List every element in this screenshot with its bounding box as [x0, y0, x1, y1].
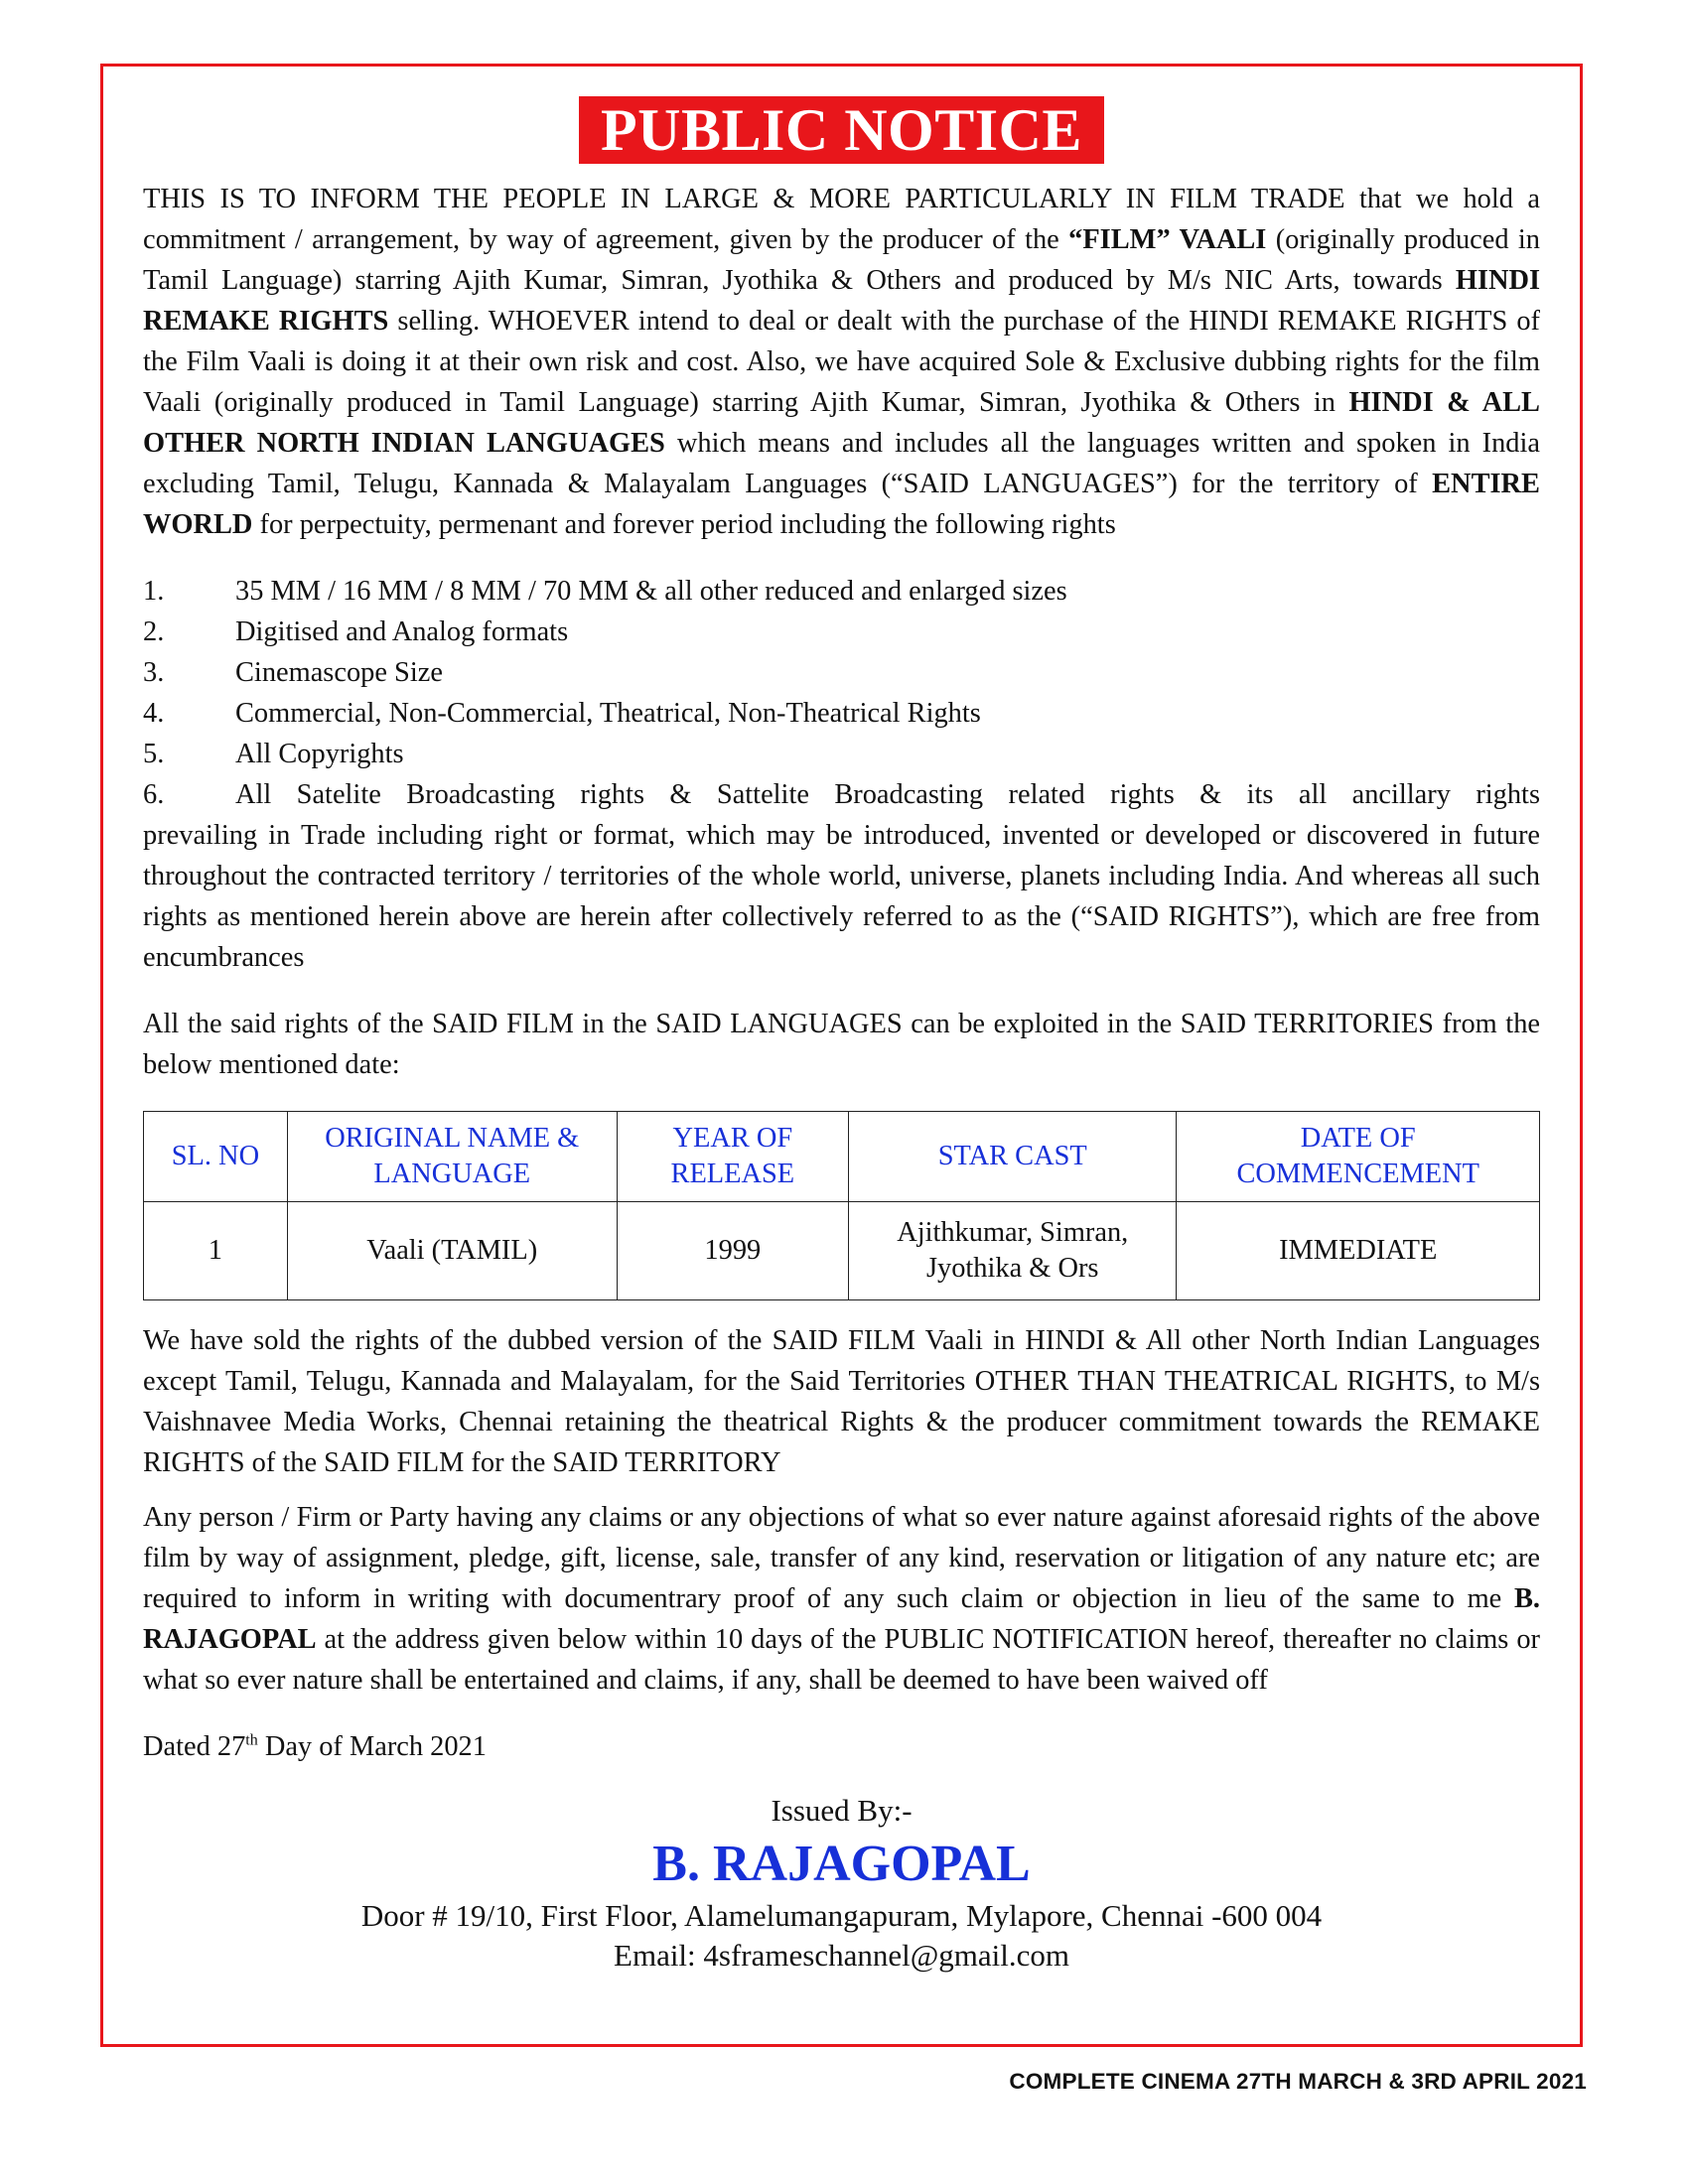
dated-sup: th [245, 1731, 258, 1749]
notice-title: PUBLIC NOTICE [579, 96, 1104, 164]
film-table [143, 1111, 1540, 1300]
all-rights-paragraph: All the said rights of the SAID FILM in the SAID LANGUAGES can be exploited in the SAID TERRITORIES from the below mentioned date: [143, 1009, 1540, 1080]
list-item [143, 693, 1540, 734]
header-date: DATE OF COMMENCEMENT [1177, 1112, 1540, 1202]
list-number: 6. [143, 779, 165, 810]
list-number: 1. [143, 576, 165, 607]
rights-list [143, 571, 1540, 978]
list-number: 4. [143, 698, 165, 729]
list-text: All Satelite Broadcasting rights & Sattelite Broadcasting related rights & its all ancillary rights [235, 779, 1540, 810]
table-row [144, 1202, 1540, 1300]
intro-text: selling. WHOEVER intend to deal or dealt with the purchase of the HINDI REMAKE RIGHTS of the Film Vaali is doing it at their own risk and cost. Also, we have acquired Sole & Exclusive dubbing rights for the film Vaali (originally produced in Tamil Language) starring Ajith Kumar, Simran, Jyothika & Others in [143, 306, 1540, 418]
right6-continuation: prevailing in Trade including right or format, which may be introduced, invented or developed or discovered in future throughout the contracted territory / territories of the whole world, universe, planets including India. And whereas all such rights as mentioned herein above are herein after collectively referred to as the (“SAID RIGHTS”), which are free from encumbrances [143, 820, 1540, 973]
claims-bold-name: B. RAJAGOPAL [143, 1583, 1540, 1655]
cell-sl-no: 1 [144, 1202, 288, 1300]
intro-bold-remake: HINDI REMAKE RIGHTS [143, 265, 1540, 337]
list-text: 35 MM / 16 MM / 8 MM / 70 MM & all other reduced and enlarged sizes [235, 576, 1067, 607]
claims-paragraph [143, 1497, 1540, 1701]
sold-paragraph: We have sold the rights of the dubbed version of the SAID FILM Vaali in HINDI & All other North Indian Languages except Tamil, Telugu, Kannada and Malayalam, for the Said Territories OTHER THAN THEATRICAL RIGHTS, to M/s Vaishnavee Media Works, Chennai retaining the theatrical Rights & the producer commitment towards the REMAKE RIGHTS of the SAID FILM for the SAID TERRITORY [143, 1325, 1540, 1478]
list-item [143, 652, 1540, 693]
notice-body [143, 179, 1540, 1976]
issuer-email: Email: 4sframeschannel@gmail.com [614, 1938, 1069, 1973]
list-item [143, 571, 1540, 612]
list-text: All Copyrights [235, 739, 404, 769]
list-text: Commercial, Non-Commercial, Theatrical, Non-Theatrical Rights [235, 698, 981, 729]
title-wrap [103, 96, 1580, 164]
cell-year: 1999 [617, 1202, 848, 1300]
list-number: 3. [143, 657, 165, 688]
cell-star-cast: Ajithkumar, Simran, Jyothika & Ors [849, 1202, 1177, 1300]
cell-date: IMMEDIATE [1177, 1202, 1540, 1300]
intro-bold-languages: HINDI & ALL OTHER NORTH INDIAN LANGUAGES [143, 387, 1540, 459]
list-item [143, 774, 1540, 815]
header-original-name: ORIGINAL NAME & LANGUAGE [287, 1112, 617, 1202]
list-number: 2. [143, 616, 165, 647]
header-star-cast: STAR CAST [849, 1112, 1177, 1202]
intro-bold-world: ENTIRE WORLD [143, 469, 1540, 540]
intro-text: THIS IS TO INFORM THE PEOPLE IN LARGE & MORE PARTICULARLY IN FILM TRADE that we hold a commitment / arrangement, by way of agreement, given by the producer of the [143, 184, 1540, 255]
header-year: YEAR OF RELEASE [617, 1112, 848, 1202]
notice-frame [100, 64, 1583, 2047]
issued-by: Issued By:- [771, 1793, 913, 1828]
dated-suffix: Day of March 2021 [257, 1731, 487, 1762]
dated-line [143, 1726, 1540, 1767]
intro-bold-film: “FILM” VAALI [1068, 224, 1267, 255]
list-text: Digitised and Analog formats [235, 616, 569, 647]
claims-text: at the address given below within 10 days of the PUBLIC NOTIFICATION hereof, thereafter no claims or what so ever nature shall be entertained and claims, if any, shall be deemed to have been waived off [143, 1624, 1540, 1696]
intro-paragraph [143, 179, 1540, 545]
header-sl-no: SL. NO [144, 1112, 288, 1202]
dated-prefix: Dated 27 [143, 1731, 246, 1762]
claims-text: Any person / Firm or Party having any claims or any objections of what so ever nature against aforesaid rights of the above film by way of assignment, pledge, gift, license, sale, transfer of any kind, reservation or litigation of any nature etc; are required to inform in writing with documentrary proof of any such claim or objection in lieu of the same to me [143, 1502, 1540, 1614]
list-number: 5. [143, 739, 165, 769]
intro-text: which means and includes all the languages written and spoken in India excluding Tamil, Telugu, Kannada & Malayalam Languages (“SAID LANGUAGES”) for the territory of [143, 428, 1540, 499]
table-header-row [144, 1112, 1540, 1202]
issuer-address: Door # 19/10, First Floor, Alamelumangapuram, Mylapore, Chennai -600 004 [360, 1898, 1323, 1933]
intro-text: for perpectuity, permenant and forever period including the following rights [252, 509, 1116, 540]
publication-footer: COMPLETE CINEMA 27TH MARCH & 3RD APRIL 2021 [1009, 2069, 1587, 2094]
cell-original-name: Vaali (TAMIL) [287, 1202, 617, 1300]
list-text: Cinemascope Size [235, 657, 443, 688]
issuer-name: B. RAJAGOPAL [652, 1836, 1031, 1892]
list-item [143, 612, 1540, 652]
list-item [143, 734, 1540, 774]
intro-text: (originally produced in Tamil Language) starring Ajith Kumar, Simran, Jyothika & Others and produced by M/s NIC Arts, towards [143, 224, 1540, 296]
